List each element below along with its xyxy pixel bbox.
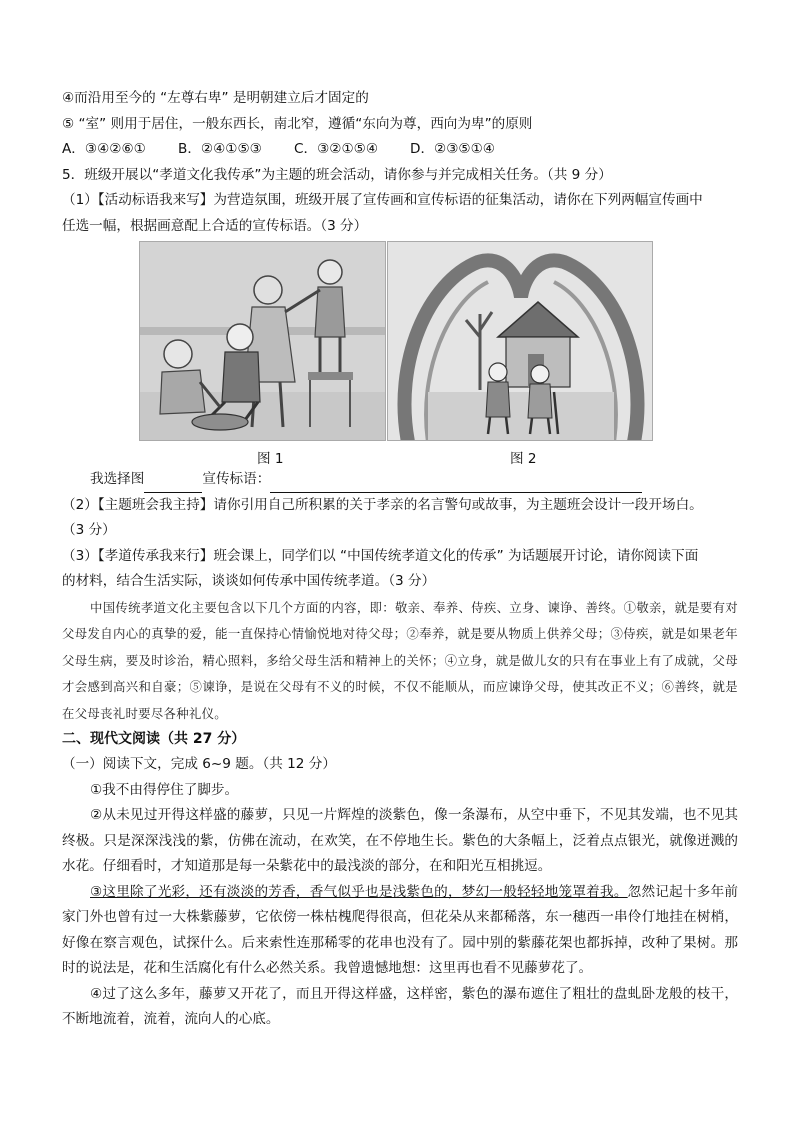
q5-stem: 5．班级开展以“孝道文化我传承”为主题的班会活动，请你参与并完成相关任务。（共 9 分） (62, 166, 612, 183)
paragraph-3-underlined: ③这里除了光彩，还有淡淡的芳香，香气似乎也是浅紫色的，梦幻一般轻轻地笼罩着我。 (90, 883, 628, 900)
figure-1-caption: 图 1 (257, 451, 284, 467)
paragraph-4: ④过了这么多年，藤萝又开花了，而且开得这样盛，这样密，紫色的瀑布遮住了粗壮的盘虬卧龙般的枝干，不断地流着，流着，流向人的心底。 (62, 985, 738, 1027)
figure-2-caption: 图 2 (510, 451, 537, 467)
slogan-label: 宣传标语： (202, 471, 271, 487)
option-a: A．③④②⑥① (62, 141, 146, 157)
answer-line (62, 467, 738, 493)
figures (62, 241, 738, 467)
choose-label: 我选择图 (90, 471, 145, 487)
slogan-blank[interactable] (270, 476, 642, 493)
option-c: C．③②①⑤④ (294, 141, 379, 157)
material-passage: 中国传统孝道文化主要包含以下几个方面的内容，即：敬亲、奉养、侍疾、立身、谏诤、善终。①敬亲，就是要有对父母发自内心的真挚的爱，能一直保持心情愉悦地对待父母；②奉养，就是要从物质上供养父母；③侍疾，就是如果老年父母生病，要及时诊治，精心照料，多给父母生活和精神上的关怀；④立身，就是做儿女的只有在事业上有了成就，父母才会感到高兴和自豪；⑤谏诤，是说在父母有不义的时候，不仅不能顺从，而应谏诤父母，使其改正不义；⑥善终，就是在父母丧礼时要尽各种礼仪。 (62, 599, 738, 721)
option-d: D．②③⑤①④ (410, 141, 495, 157)
q5-sub2-line2: （3 分） (62, 522, 116, 538)
q4-options (62, 137, 738, 163)
paragraph-3-rest: 忽然记起十多年前家门外也曾有过一大株紫藤萝，它依傍一株枯槐爬得很高，但花朵从来都稀落，东一穗西一串伶仃地挂在树梢，好像在察言观色，试探什么。后来索性连那稀零的花串也没有了。园中别的紫藤花架也都拆掉，改种了果树。那时的说法是，花和生活腐化有什么必然关系。我曾遗憾地想：这里再也看不见藤萝花了。 (62, 883, 739, 976)
figure-2-image (387, 241, 653, 441)
q5-sub1-title: （1）【活动标语我来写】为营造氛围，班级开展了宣传画和宣传标语的征集活动，请你在下列两幅宣传画中 (62, 192, 703, 208)
figure-choice-blank[interactable] (144, 476, 202, 493)
q4-item-4: ④而沿用至今的 “左尊右卑” 是明朝建立后才固定的 (62, 90, 369, 106)
exam-page (62, 86, 738, 1033)
paragraph-1: ①我不由得停住了脚步。 (90, 781, 239, 798)
q4-item-5: ⑤ “室” 则用于居住，一般东西长，南北窄，遵循“东向为尊，西向为卑”的原则 (62, 115, 533, 132)
paragraph-3 (62, 880, 738, 982)
q5-sub2-line1: （2）【主题班会我主持】请你引用自己所积累的关于孝亲的名言警句或故事，为主题班会设计一段开场白。 (62, 496, 703, 513)
part2-heading: 二、现代文阅读（共 27 分） (62, 731, 246, 747)
q5-sub1-cont: 任选一幅，根据画意配上合适的宣传标语。（3 分） (62, 217, 368, 234)
q5-sub3-line2: 的材料，结合生活实际，谈谈如何传承中国传统孝道。（3 分） (62, 573, 436, 589)
option-b: B．②④①⑤③ (178, 141, 262, 157)
q5-sub3-line1: （3）【孝道传承我来行】班会课上，同学们以 “中国传统孝道文化的传承” 为话题展开讨论，请你阅读下面 (62, 547, 699, 564)
paragraph-2: ②从未见过开得这样盛的藤萝，只见一片辉煌的淡紫色，像一条瀑布，从空中垂下，不见其发端，也不见其终极。只是深深浅浅的紫，仿佛在流动，在欢笑，在不停地生长。紫色的大条幅上，泛着点点银光，就像迸溅的水花。仔细看时，才知道那是每一朵紫花中的最浅淡的部分，在和阳光互相挑逗。 (62, 807, 738, 874)
figure-1-image (139, 241, 386, 441)
part2-sub-heading: （一）阅读下文，完成 6~9 题。（共 12 分） (62, 756, 336, 772)
